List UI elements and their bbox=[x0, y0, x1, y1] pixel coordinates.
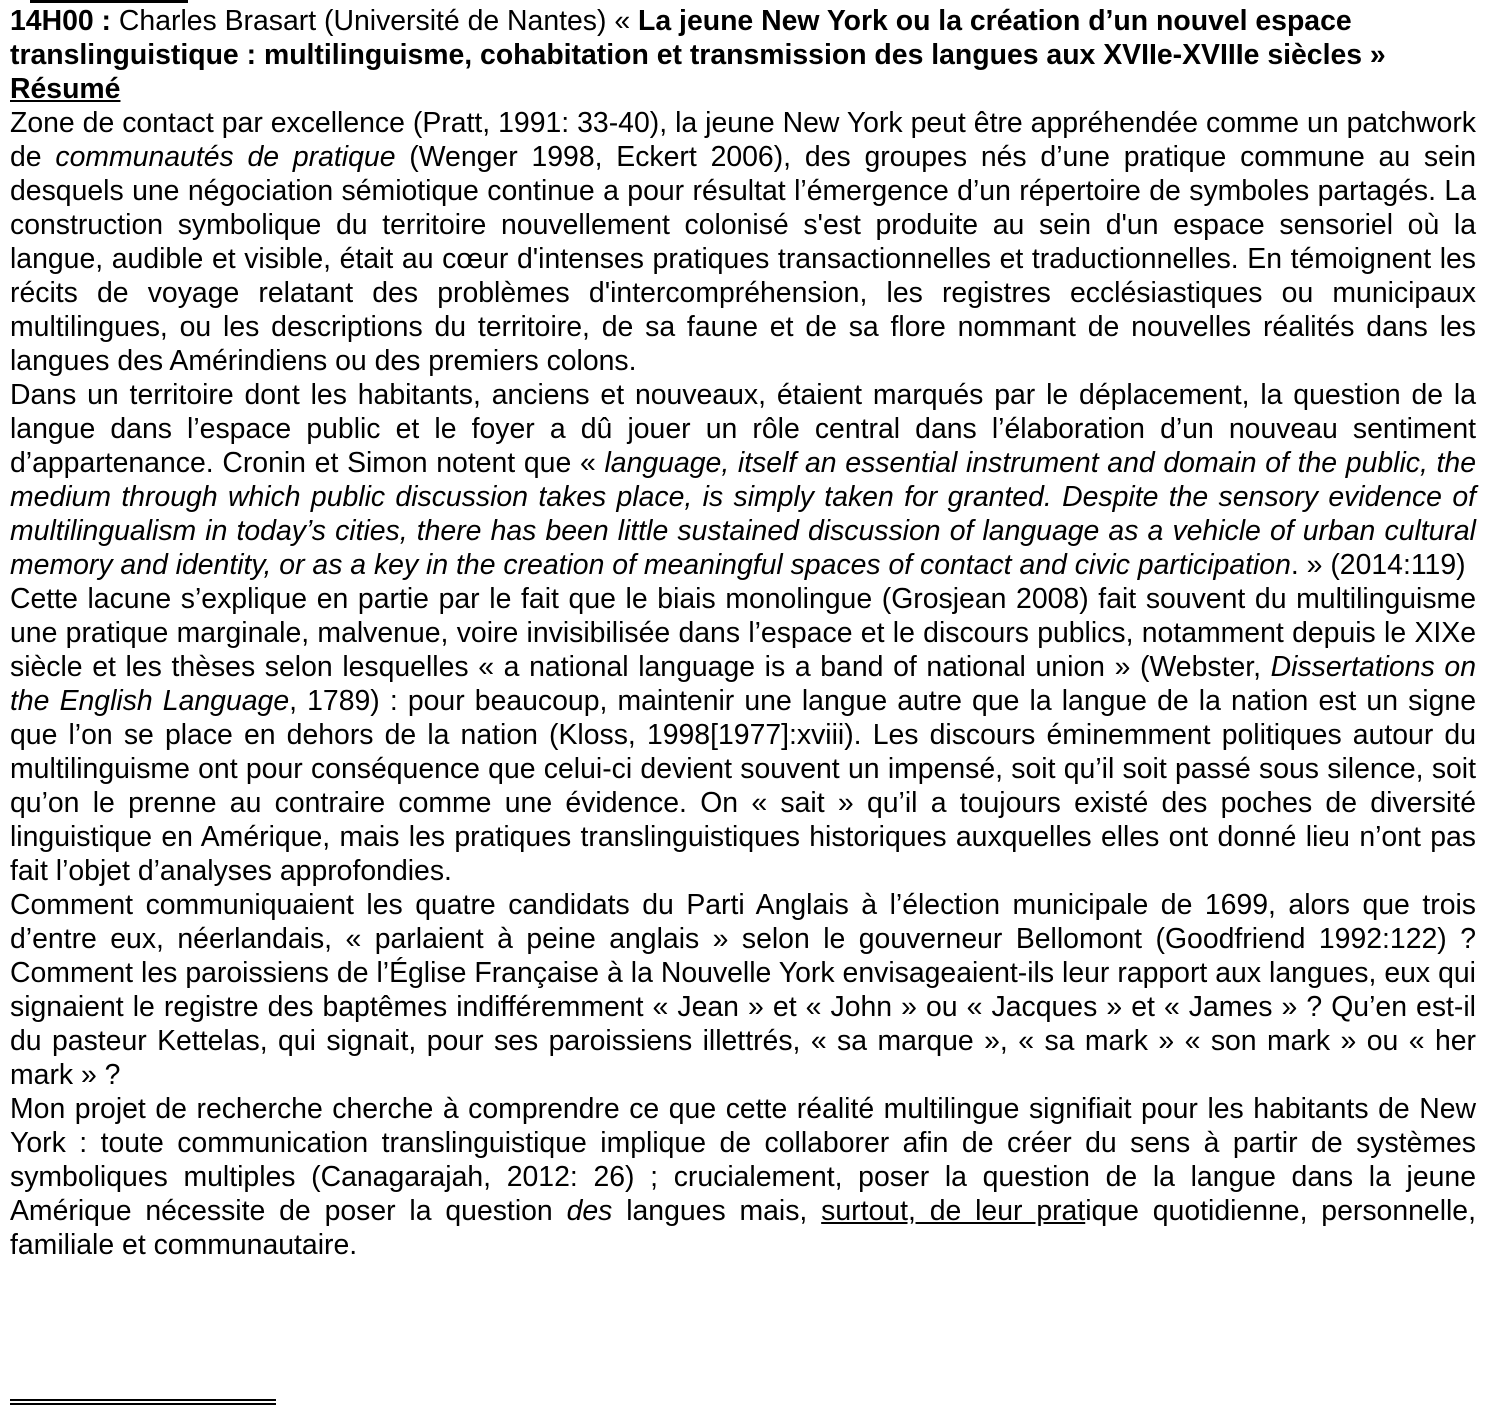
paragraph-5-a: Mon projet de recherche cherche à comprendre ce que cette réalité multilingue signifiait pour les habitants de New York : toute communication translinguistique implique de collaborer afin de créer du sens à partir de systèmes symboliques multiples (Canagarajah, 2012: 26) ; crucialement, poser la question de la langue dans la jeune Amérique nécessite de poser la question bbox=[10, 1093, 1476, 1227]
session-time: 14H00 : bbox=[10, 5, 112, 37]
bottom-double-rule bbox=[10, 1399, 276, 1405]
paragraph-1-em: communautés de pratique bbox=[55, 141, 396, 173]
paragraph-5-underlined: surtout, de leur prat bbox=[821, 1195, 1086, 1227]
top-rule bbox=[30, 0, 188, 3]
paragraph-4 bbox=[10, 888, 1476, 1092]
paragraph-5-b: langues mais, bbox=[612, 1195, 822, 1227]
paragraph-4-a: Comment communiquaient les quatre candidats du Parti Anglais à l’élection municipale de 1699, alors que trois d’entre eux, néerlandais, « parlaient à peine anglais » selon le gouverneur Bellomont (Goodfriend 1992:122) ? Comment les paroissiens de l’Église Française à la Nouvelle York envisageaient-ils leur rapport aux langues, eux qui signaient le registre des baptêmes indifféremment « Jean » et « John » ou « Jacques » et « James » ? Qu’en est-il du pasteur Kettelas, qui signait, pour ses paroissiens illettrés, « sa marque », « sa mark » « son mark » ou « her mark » ? bbox=[10, 889, 1476, 1091]
paragraph-3-em: Dissertations on the English Language bbox=[10, 651, 1476, 717]
paragraph-1 bbox=[10, 106, 1476, 378]
resume-heading: Résumé bbox=[10, 73, 121, 105]
paragraph-2-b: . » (2014:119) bbox=[1290, 549, 1466, 581]
paragraph-2-a: Dans un territoire dont les habitants, anciens et nouveaux, étaient marqués par le déplacement, la question de la langue dans l’espace public et le foyer a dû jouer un rôle central dans l’élaboration d’un nouveau sentiment d’appartenance. Cronin et Simon notent que « bbox=[10, 379, 1476, 479]
paragraph-3-b: , 1789) : pour beaucoup, maintenir une langue autre que la langue de la nation est un signe que l’on se place en dehors de la nation (Kloss, 1998[1977]:xviii). Les discours éminemment politiques autour du multilinguisme ont pour conséquence que celui-ci devient souvent un impensé, soit qu’il soit passé sous silence, soit qu’on le prenne au contraire comme une évidence. On « sait » qu’il a toujours existé des poches de diversité linguistique en Amérique, mais les pratiques translinguistiques historiques auxquelles elles ont donné lieu n’ont pas fait l’objet d’analyses approfondies. bbox=[10, 685, 1476, 887]
paragraph-3 bbox=[10, 582, 1476, 888]
paragraph-1-a: Zone de contact par excellence (Pratt, 1991: 33-40), la jeune New York peut être appréhendée comme un patchwork de bbox=[10, 107, 1476, 173]
session-heading bbox=[10, 4, 1476, 72]
paragraph-3-a: Cette lacune s’explique en partie par le fait que le biais monolingue (Grosjean 2008) fait souvent du multilinguisme une pratique marginale, malvenue, voire invisibilisée dans l’espace et le discours publics, notamment depuis le XIXe siècle et les thèses selon lesquelles « a national language is a band of national union » (Webster, bbox=[10, 583, 1476, 683]
paragraph-2-quote: language, itself an essential instrument and domain of the public, the medium through which public discussion takes place, is simply taken for granted. Despite the sensory evidence of multilingualism in today’s cities, there has been little sustained discussion of language as a vehicle of urban cultural memory and identity, or as a key in the creation of meaningful spaces of contact and civic participation bbox=[10, 447, 1477, 581]
paragraph-5 bbox=[10, 1092, 1476, 1262]
document-page bbox=[10, 4, 1476, 1262]
paragraph-1-b: (Wenger 1998, Eckert 2006), des groupes nés d’une pratique commune au sein desquels une négociation sémiotique continue a pour résultat l’émergence d’un répertoire de symboles partagés. La construction symbolique du territoire nouvellement colonisé s'est produite au sein d'un espace sensoriel où la langue, audible et visible, était au cœur d'intenses pratiques transactionnelles et traductionnelles. En témoignent les récits de voyage relatant des problèmes d'intercompréhension, les registres ecclésiastiques ou municipaux multilingues, ou les descriptions du territoire, de sa faune et de sa flore nommant de nouvelles réalités dans les langues des Amérindiens ou des premiers colons. bbox=[10, 141, 1477, 377]
session-speaker: Charles Brasart (Université de Nantes) « bbox=[111, 5, 639, 37]
paragraph-5-d: ique quotidienne, personnelle, familiale et communautaire. bbox=[10, 1195, 1476, 1261]
paragraph-2 bbox=[10, 378, 1476, 582]
session-title: La jeune New York ou la création d’un nouvel espace translinguistique : multilinguisme, cohabitation et transmission des langues aux XVIIe-XVIIIe siècles » bbox=[10, 5, 1386, 71]
paragraph-5-em: des bbox=[566, 1195, 613, 1227]
